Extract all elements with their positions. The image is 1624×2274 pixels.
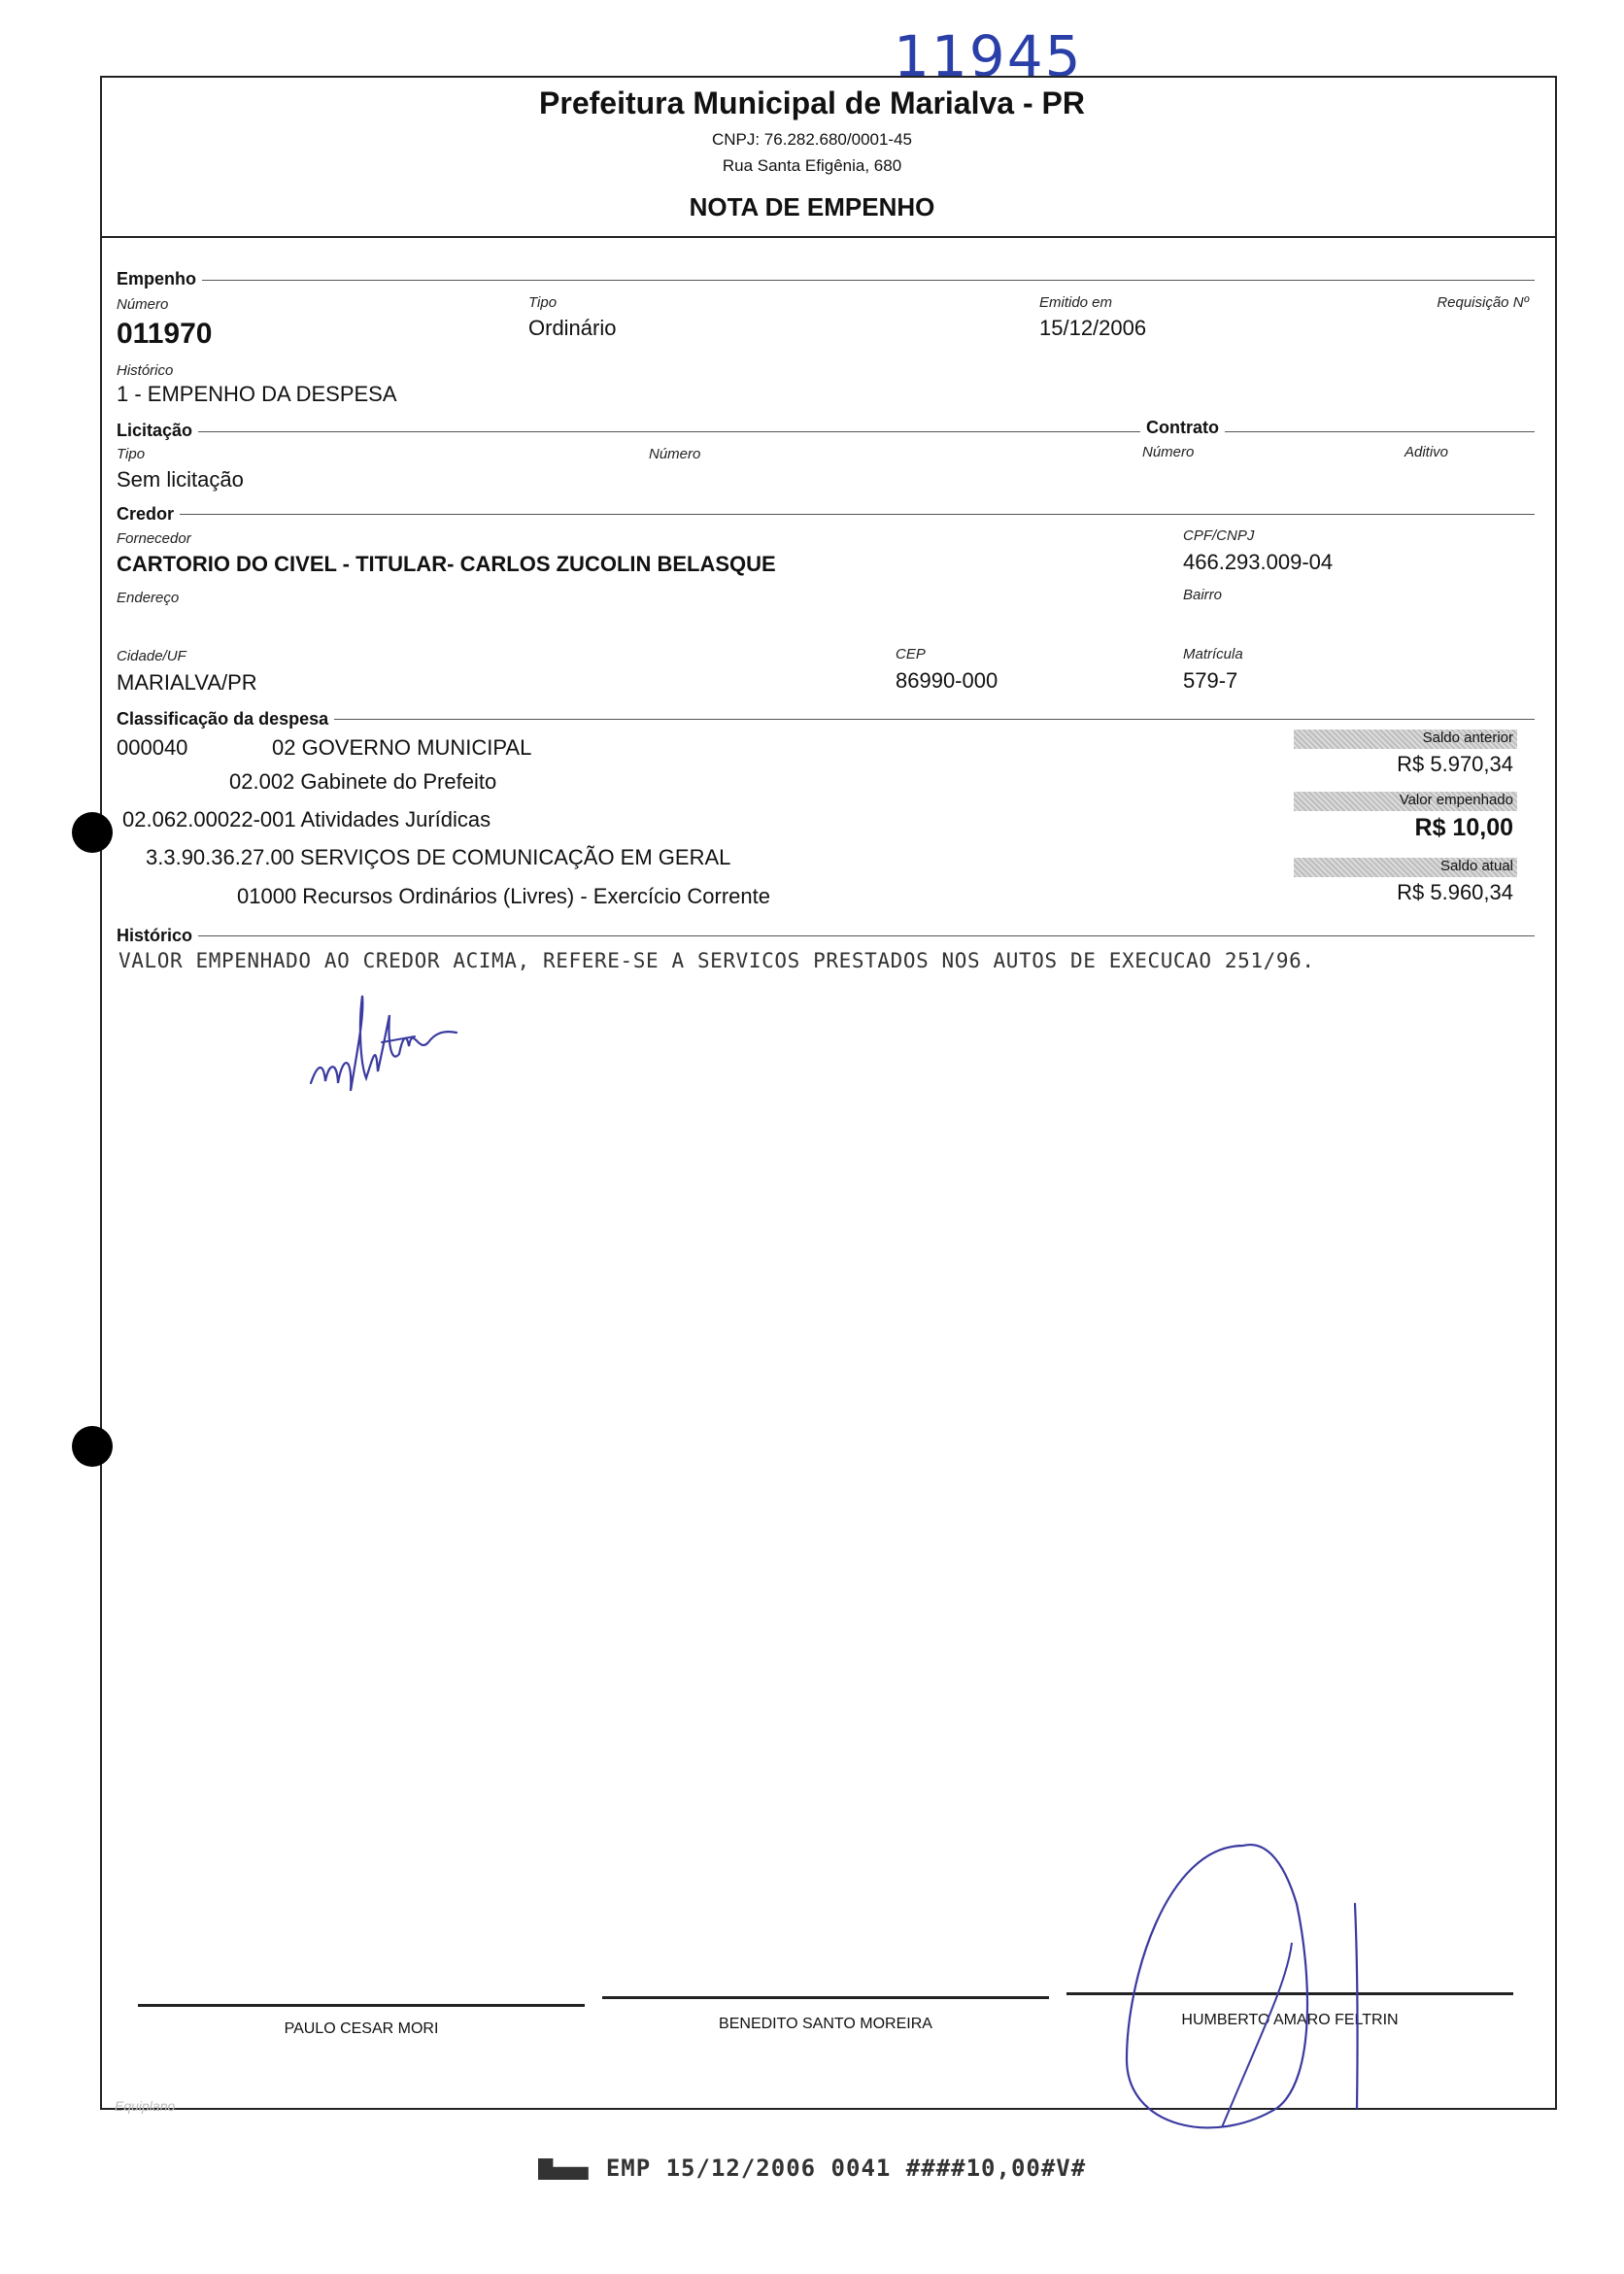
org-name: Prefeitura Municipal de Marialva - PR [539,85,1085,120]
historico-text: VALOR EMPENHADO AO CREDOR ACIMA, REFERE-SE A SERVICOS PRESTADOS NOS AUTOS DE EXECUCAO 251/96. [118,949,1315,972]
contrato-aditivo-label: Aditivo [1404,444,1449,460]
footer-stamp-text: EMP 15/12/2006 0041 ####10,00#V# [605,2155,1087,2182]
signature-line-1 [138,2004,585,2007]
saldo-anterior-label: Saldo anterior [1294,730,1517,749]
empenho-numero-label: Número [117,296,169,313]
document-title: NOTA DE EMPENHO [689,192,935,221]
empenho-requisicao-label: Requisição Nº [1437,294,1529,311]
punch-hole-top [72,812,113,853]
punch-hole-bottom [72,1426,113,1467]
classificacao-line-5: 01000 Recursos Ordinários (Livres) - Exercício Corrente [237,884,770,908]
valor-empenhado-label: Valor empenhado [1294,792,1517,811]
credor-cep-label: CEP [896,646,926,662]
empenho-emitido-label: Emitido em [1039,294,1113,311]
classificacao-line-1: 02 GOVERNO MUNICIPAL [272,735,532,760]
credor-cidade: MARIALVA/PR [117,670,257,695]
software-watermark: Equiplano [115,2098,176,2114]
classificacao-line-2: 02.002 Gabinete do Prefeito [229,769,497,794]
empenho-historico-label: Histórico [117,362,174,379]
signature-name-1: PAULO CESAR MORI [284,2020,439,2037]
empenho-tipo: Ordinário [528,316,617,340]
credor-bairro-label: Bairro [1183,587,1223,603]
header-divider [100,236,1557,238]
saldo-atual-label: Saldo atual [1294,858,1517,877]
handwritten-signature [1107,1836,1389,2147]
empenho-historico: 1 - EMPENHO DA DESPESA [117,382,397,406]
handwritten-page-number: 11945 [894,23,1083,89]
credor-fornecedor-label: Fornecedor [117,530,191,547]
handwritten-initials [306,986,461,1107]
licitacao-rule [117,431,1535,432]
licitacao-section-title: Licitação [117,421,198,441]
historico-section-title: Histórico [117,926,198,946]
credor-cep: 86990-000 [896,668,998,693]
contrato-section-title: Contrato [1140,418,1225,438]
empenho-section-title: Empenho [117,269,202,289]
empenho-rule [117,280,1535,281]
org-cnpj: CNPJ: 76.282.680/0001-45 [711,130,913,149]
contrato-numero-label: Número [1142,444,1195,460]
empenho-emitido: 15/12/2006 [1039,316,1147,340]
historico-rule [117,935,1535,936]
org-address: Rua Santa Efigênia, 680 [722,156,902,175]
footer-stamp [0,2155,1624,2182]
licitacao-tipo-label: Tipo [117,446,146,462]
signature-name-3: HUMBERTO AMARO FELTRIN [1181,2012,1399,2028]
classificacao-section-title: Classificação da despesa [117,709,334,730]
saldo-atual-value: R$ 5.960,34 [1397,880,1513,904]
credor-cpf: 466.293.009-04 [1183,550,1334,574]
signature-line-2 [602,1996,1049,1999]
credor-section-title: Credor [117,504,180,525]
credor-matricula-label: Matrícula [1183,646,1243,662]
empenho-numero: 011970 [117,318,213,350]
classificacao-line-4: 3.3.90.36.27.00 SERVIÇOS DE COMUNICAÇÃO EM GERAL [146,845,731,869]
licitacao-tipo: Sem licitação [117,467,244,492]
credor-matricula: 579-7 [1183,668,1238,693]
stamp-logo-icon [538,2158,589,2180]
credor-cpf-label: CPF/CNPJ [1183,527,1255,544]
valor-empenhado-value: R$ 10,00 [1414,814,1513,841]
empenho-tipo-label: Tipo [528,294,558,311]
saldo-anterior-value: R$ 5.970,34 [1397,752,1513,776]
classificacao-line-3: 02.062.00022-001 Atividades Jurídicas [122,807,491,832]
credor-fornecedor: CARTORIO DO CIVEL - TITULAR- CARLOS ZUCOLIN BELASQUE [117,552,776,576]
classificacao-line-0: 000040 [117,735,188,760]
credor-endereco-label: Endereço [117,590,180,606]
credor-rule [117,514,1535,515]
credor-cidade-label: Cidade/UF [117,648,186,664]
signature-name-2: BENEDITO SANTO MOREIRA [719,2016,932,2032]
licitacao-numero-label: Número [649,446,701,462]
